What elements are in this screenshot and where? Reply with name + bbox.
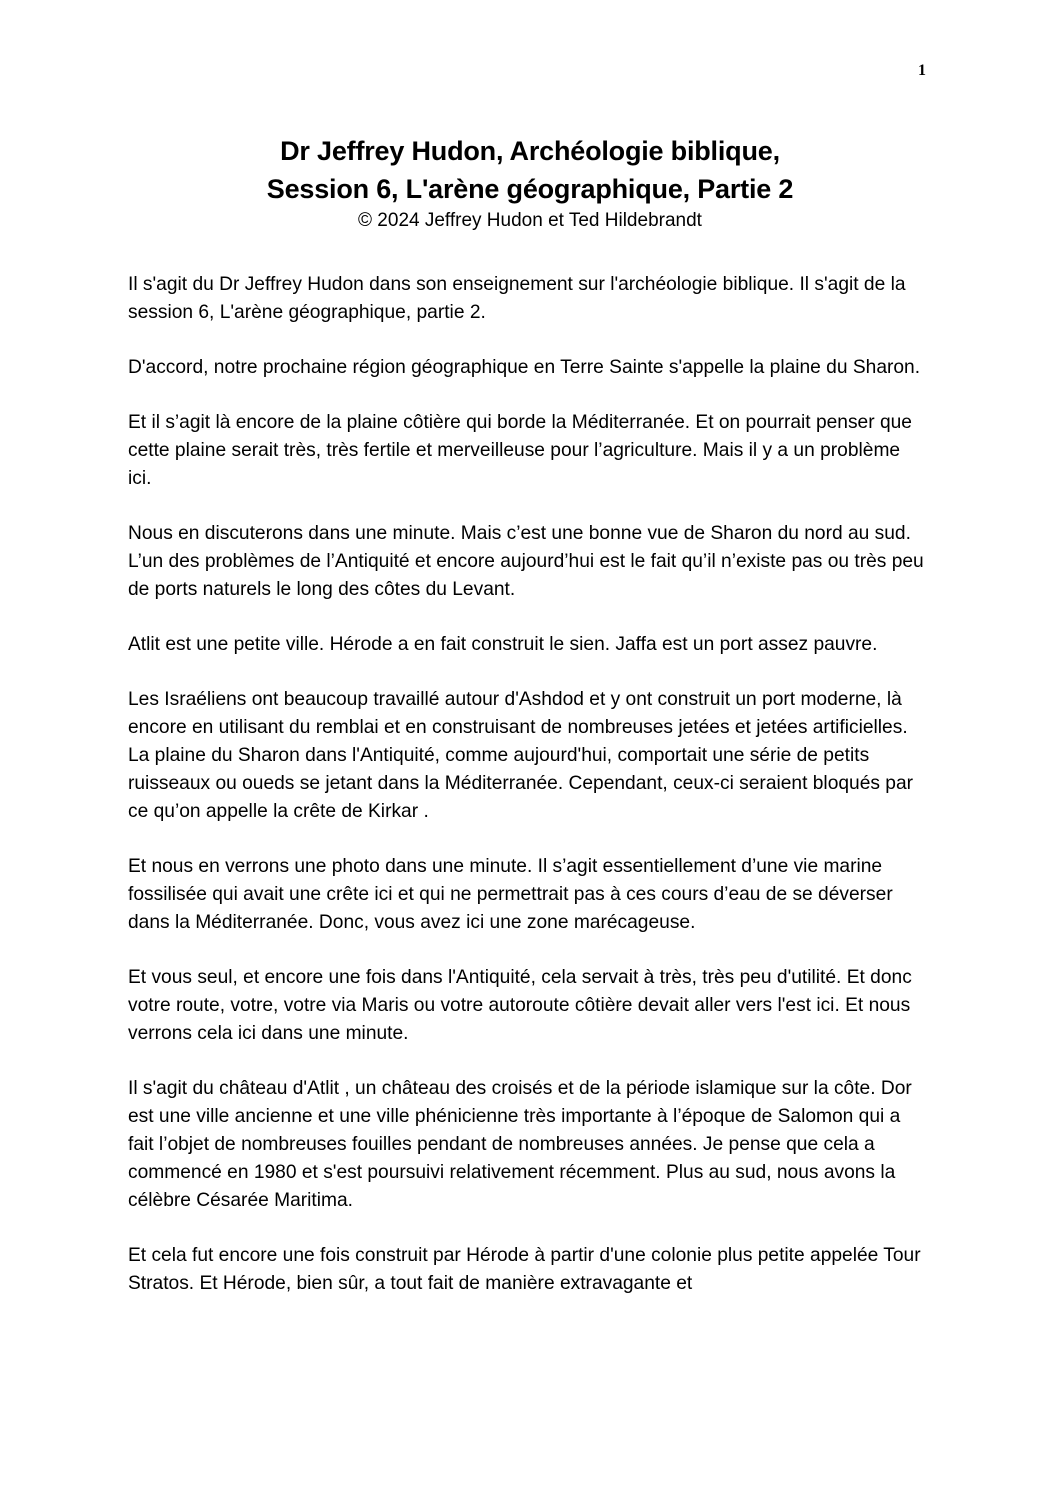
paragraph: Et vous seul, et encore une fois dans l'Antiquité, cela servait à très, très peu d'utilité. Et donc votre route, votre, votre via Maris ou votre autoroute côtière devait aller vers l'est ici. Et nous verrons cela ici dans une minute.: [128, 967, 912, 1044]
page-number: 1: [918, 62, 926, 79]
paragraph: Nous en discuterons dans une minute. Mais c’est une bonne vue de Sharon du nord au sud. L’un des problèmes de l’Antiquité et encore aujourd’hui est le fait qu’il n’existe pas ou très peu de ports naturels le long des côtes du Levant.: [128, 523, 924, 600]
paragraph: Et nous en verrons une photo dans une minute. Il s’agit essentiellement d’une vie marine fossilisée qui avait une crête ici et qui ne permettrait pas à ces cours d’eau de se déverser dans la Méditerranée. Donc, vous avez ici une zone marécageuse.: [128, 856, 893, 933]
body-text: [128, 271, 928, 1325]
paragraph: Les Israéliens ont beaucoup travaillé autour d'Ashdod et y ont construit un port moderne, là encore en utilisant du remblai et en construisant de nombreuses jetées et jetées artificielles. La plaine du Sharon dans l'Antiquité, comme aujourd'hui, comportait une série de petits ruisseaux ou oueds se jetant dans la Méditerranée. Cependant, ceux-ci seraient bloqués par ce qu’on appelle la crête de Kirkar .: [128, 689, 914, 822]
title-block: [60, 132, 1000, 234]
paragraph: D'accord, notre prochaine région géographique en Terre Sainte s'appelle la plaine du Sharon.: [128, 357, 921, 378]
paragraph: Il s'agit du Dr Jeffrey Hudon dans son enseignement sur l'archéologie biblique. Il s'agit de la session 6, L'arène géographique, partie 2.: [128, 274, 906, 323]
title-line-2: Session 6, L'arène géographique, Partie 2: [266, 174, 794, 204]
copyright-line: © 2024 Jeffrey Hudon et Ted Hildebrandt: [358, 210, 702, 231]
paragraph: Il s'agit du château d'Atlit , un château des croisés et de la période islamique sur la côte. Dor est une ville ancienne et une ville phénicienne très importante à l’époque de Salomon qui a fait l’objet de nombreuses fouilles pendant de nombreuses années. Je pense que cela a commencé en 1980 et s'est poursuivi relativement récemment. Plus au sud, nous avons la célèbre Césarée Maritima.: [128, 1078, 912, 1211]
title-line-1: Dr Jeffrey Hudon, Archéologie biblique,: [280, 136, 780, 166]
paragraph: Atlit est une petite ville. Hérode a en fait construit le sien. Jaffa est un port assez pauvre.: [128, 634, 878, 655]
paragraph: Et il s’agit là encore de la plaine côtière qui borde la Méditerranée. Et on pourrait penser que cette plaine serait très, très fertile et merveilleuse pour l’agriculture. Mais il y a un problème ici.: [128, 412, 912, 489]
paragraph: Et cela fut encore une fois construit par Hérode à partir d'une colonie plus petite appelée Tour Stratos. Et Hérode, bien sûr, a tout fait de manière extravagante et: [128, 1245, 921, 1294]
